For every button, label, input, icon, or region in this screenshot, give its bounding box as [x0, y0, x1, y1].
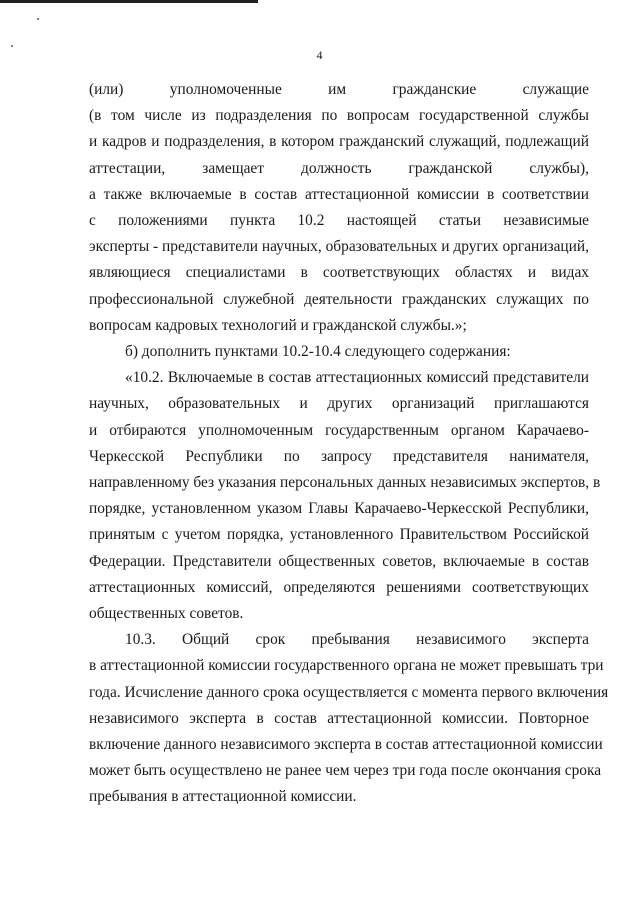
text-line: может быть осуществлено не ранее чем через три года после окончания срока [89, 762, 602, 780]
text-line: принятым с учетом порядка, установленного Правительством Российской [89, 526, 589, 544]
scan-top-rule [0, 0, 258, 3]
text-line: направленному без указания персональных данных независимых экспертов, в [89, 474, 601, 492]
text-line: и кадров и подразделения, в котором гражданский служащий, подлежащий [89, 133, 589, 151]
scan-speck [37, 18, 39, 20]
text-line: «10.2. Включаемые в состав аттестационных комиссий представители [125, 369, 589, 387]
text-line: Федерации. Представители общественных советов, включаемые в состав [89, 552, 589, 570]
paragraph [89, 77, 589, 339]
text-line: (или) уполномоченные им гражданские служащие [89, 81, 589, 98]
text-line: Черкесской Республики по запросу представителя нанимателя, [89, 447, 589, 465]
text-line: независимого эксперта в состав аттестационной комиссии. Повторное [89, 709, 589, 727]
text-line: аттестационных комиссий, определяются решениями соответствующих [89, 578, 589, 596]
page-number: 4 [316, 48, 323, 62]
text-line: включение данного независимого эксперта в состав аттестационной комиссии [89, 736, 603, 754]
text-line: года. Исчисление данного срока осуществляется с момента первого включения [89, 683, 609, 701]
text-line: (в том числе из подразделения по вопросам государственной службы [89, 107, 589, 125]
text-line: б) дополнить пунктами 10.2-10.4 следующего содержания: [125, 343, 511, 361]
text-line: аттестации, замещает должность гражданской службы), [89, 159, 589, 177]
text-line: 10.3. Общий срок пребывания независимого эксперта [125, 631, 589, 649]
text-line: вопросам кадровых технологий и гражданской службы.»; [89, 316, 467, 334]
document-body [89, 77, 609, 811]
text-line: эксперты - представители научных, образовательных и других организаций, [89, 238, 589, 256]
text-line: общественных советов. [89, 605, 244, 623]
text-line: научных, образовательных и других организаций приглашаются [89, 395, 589, 413]
text-line: а также включаемые в состав аттестационной комиссии в соответствии [89, 185, 589, 203]
text-line: порядке, установленном указом Главы Карачаево-Черкесской Республики, [89, 500, 589, 518]
scan-speck [11, 45, 13, 47]
text-line: в аттестационной комиссии государственного органа не может превышать три [89, 657, 604, 675]
text-line: с положениями пункта 10.2 настоящей статьи независимые [89, 212, 589, 230]
paragraph [89, 339, 589, 365]
text-line: являющиеся специалистами в соответствующих областях и видах [89, 264, 589, 282]
paragraph [89, 365, 601, 627]
text-line: профессиональной служебной деятельности гражданских служащих по [89, 290, 589, 308]
paragraph [89, 627, 609, 810]
text-line: пребывания в аттестационной комиссии. [89, 788, 357, 806]
text-line: и отбираются уполномоченным государственным органом Карачаево- [89, 421, 589, 439]
